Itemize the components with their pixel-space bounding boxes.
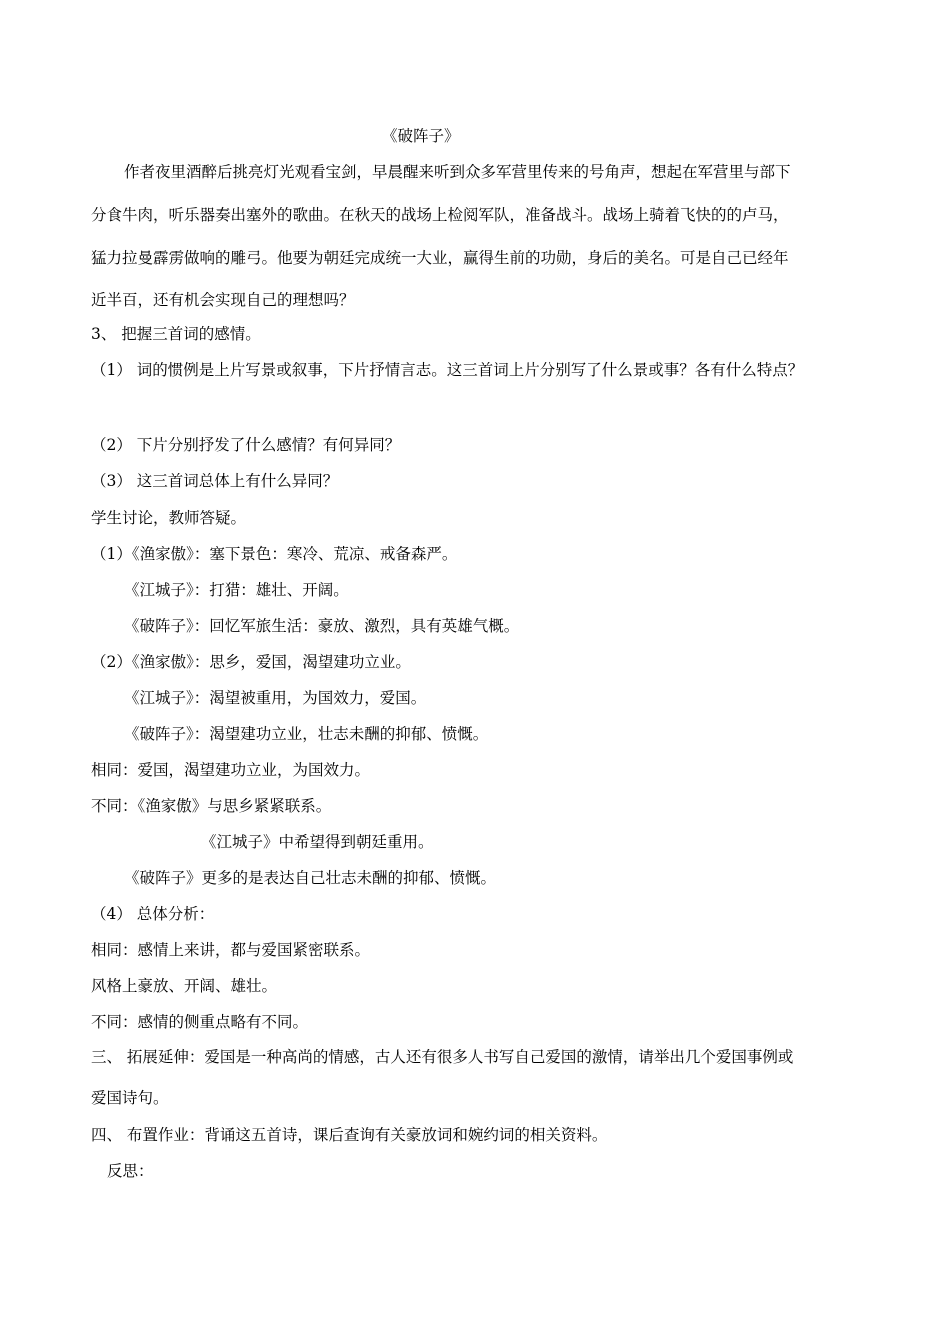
question-3: （3） 这三首词总体上有什么异同？ [91, 472, 339, 490]
paragraph-line-2: 分食牛肉，听乐器奏出塞外的歌曲。在秋天的战场上检阅军队，准备战斗。战场上骑着飞快的的卢马， [91, 206, 789, 224]
overall-similarity: 相同：感情上来讲，都与爱国紧密联系。 [91, 941, 371, 959]
difference-line-2: 《江城子》中希望得到朝廷重用。 [201, 833, 434, 851]
reflection-label: 反思： [107, 1162, 154, 1180]
question-2: （2） 下片分别抒发了什么感情？有何异同？ [91, 436, 401, 454]
paragraph-line-3: 猛力拉曼霹雳做响的雕弓。他要为朝廷完成统一大业，赢得生前的功勋，身后的美名。可是自己已经年 [91, 249, 789, 267]
answer-1-line-1: （1）《渔家傲》：塞下景色：寒冷、荒凉、戒备森严。 [91, 545, 458, 563]
similarity-line: 相同：爱国，渴望建功立业，为国效力。 [91, 761, 371, 779]
discussion-note: 学生讨论，教师答疑。 [91, 509, 247, 527]
answer-2-line-3: 《破阵子》：渴望建功立业，壮志未酬的抑郁、愤慨。 [124, 725, 489, 743]
answer-2-line-2: 《江城子》：渴望被重用，为国效力，爱国。 [124, 689, 427, 707]
overall-difference: 不同：感情的侧重点略有不同。 [91, 1013, 309, 1031]
question-1: （1） 词的惯例是上片写景或叙事，下片抒情言志。这三首词上片分别写了什么景或事？各有什么特点？ [91, 361, 804, 379]
overall-style: 风格上豪放、开阔、雄壮。 [91, 977, 278, 995]
extension-line-2: 爱国诗句。 [91, 1089, 169, 1107]
answer-2-line-1: （2）《渔家傲》：思乡，爱国，渴望建功立业。 [91, 653, 411, 671]
answer-1-line-2: 《江城子》：打猎：雄壮、开阔。 [124, 581, 349, 599]
difference-line-1: 不同：《渔家傲》与思乡紧紧联系。 [91, 797, 332, 815]
poem-title: 《破阵子》 [382, 127, 460, 145]
paragraph-line-4: 近半百，还有机会实现自己的理想吗？ [91, 291, 355, 309]
section-3-heading: 3、 把握三首词的感情。 [91, 325, 261, 343]
homework-line: 四、 布置作业：背诵这五首诗，课后查询有关豪放词和婉约词的相关资料。 [91, 1126, 608, 1144]
answer-1-line-3: 《破阵子》：回忆军旅生活：豪放、激烈，具有英雄气概。 [124, 617, 520, 635]
difference-line-3: 《破阵子》更多的是表达自己壮志未酬的抑郁、愤慨。 [124, 869, 497, 887]
paragraph-line-1: 作者夜里酒醉后挑亮灯光观看宝剑，早晨醒来听到众多军营里传来的号角声，想起在军营里与部下 [124, 163, 791, 181]
question-4: （4） 总体分析： [91, 905, 215, 923]
extension-line-1: 三、 拓展延伸：爱国是一种高尚的情感，古人还有很多人书写自己爱国的激情，请举出几个爱国事例或 [91, 1048, 794, 1066]
